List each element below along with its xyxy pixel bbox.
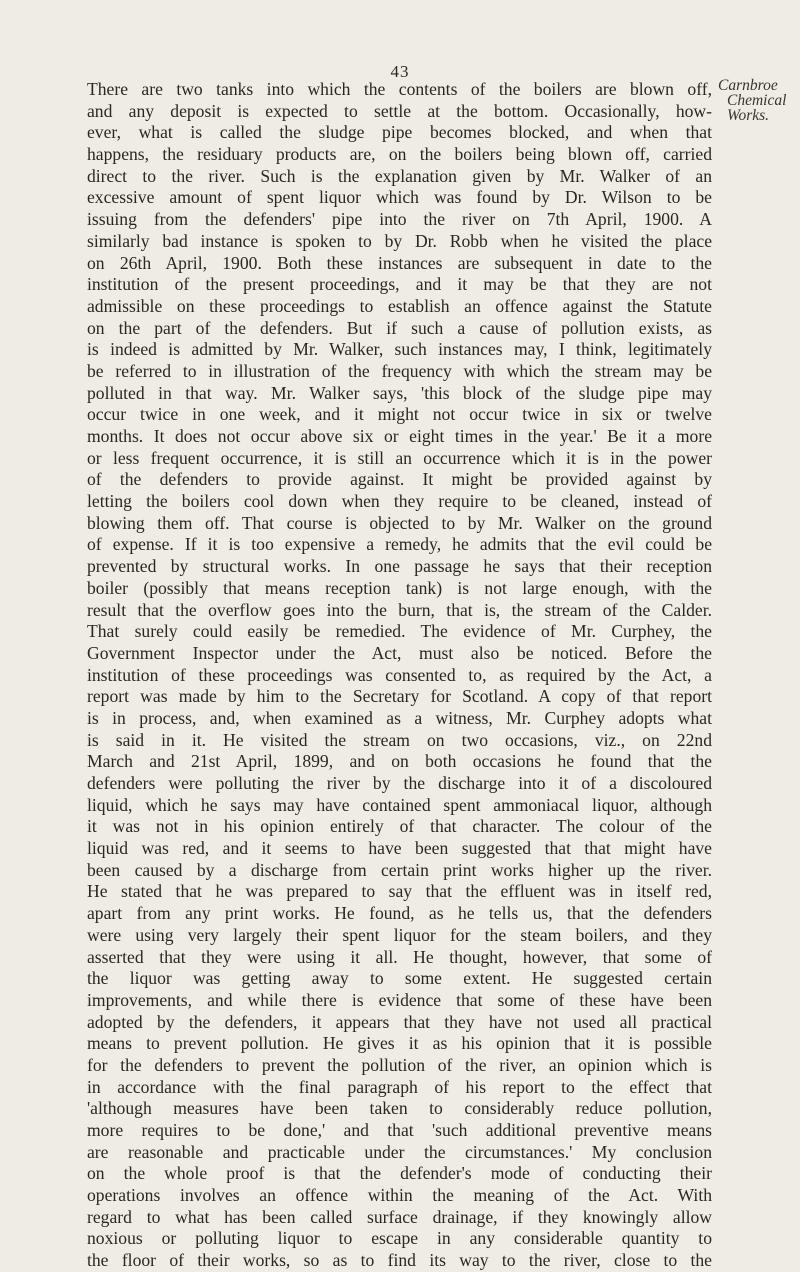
page-number: 43 — [390, 62, 410, 81]
margin-note — [718, 78, 798, 123]
text-line: polluted in that way. Mr. Walker says, 'this block of the sludge pipe may — [87, 382, 712, 403]
text-line: That surely could easily be remedied. The evidence of Mr. Curphey, the — [87, 621, 712, 642]
text-line: liquid was red, and it seems to have been suggested that that might have — [87, 838, 712, 859]
text-line: in accordance with the final paragraph of his report to the effect that — [87, 1076, 712, 1097]
text-line: similarly bad instance is spoken to by Dr. Robb when he visited the place — [87, 230, 712, 251]
text-line: is indeed is admitted by Mr. Walker, such instances may, I think, legitimately — [87, 339, 712, 360]
text-line: noxious or polluting liquor to escape in any considerable quantity to — [87, 1228, 712, 1249]
text-line: He stated that he was prepared to say that the effluent was in itself red, — [87, 881, 712, 902]
text-line: for the defenders to prevent the pollution of the river, an opinion which is — [87, 1054, 712, 1075]
text-line: There are two tanks into which the contents of the boilers are blown off, — [87, 79, 712, 99]
text-line: apart from any print works. He found, as he tells us, that the defenders — [87, 903, 712, 924]
text-line: or less frequent occurrence, it is still an occurrence which it is in the power — [87, 447, 712, 468]
text-line: been caused by a discharge from certain print works higher up the river. — [87, 859, 712, 880]
text-line: letting the boilers cool down when they require to be cleaned, instead of — [87, 491, 712, 512]
text-line: excessive amount of spent liquor which was found by Dr. Wilson to be — [87, 187, 712, 208]
text-line: regard to what has been called surface drainage, if they knowingly allow — [87, 1206, 712, 1227]
text-line: were using very largely their spent liquor for the steam boilers, and they — [87, 924, 712, 945]
text-line: are reasonable and practicable under the circumstances.' My conclusion — [87, 1141, 712, 1162]
text-line: on the whole proof is that the defender's mode of conducting their — [87, 1163, 712, 1184]
text-line: happens, the residuary products are, on the boilers being blown off, carried — [87, 144, 712, 165]
margin-note-line: Works. — [727, 107, 770, 124]
text-line: institution of these proceedings was consented to, as required by the Act, a — [87, 664, 712, 685]
text-line: improvements, and while there is evidence that some of these have been — [87, 989, 712, 1010]
text-line: institution of the present proceedings, and it may be that they are not — [87, 274, 712, 295]
text-line: of the defenders to provide against. It might be provided against by — [87, 469, 712, 490]
text-line: operations involves an offence within the meaning of the Act. With — [87, 1185, 712, 1206]
text-line: Government Inspector under the Act, must also be noticed. Before the — [87, 642, 712, 663]
text-line: occur twice in one week, and it might not occur twice in six or twelve — [87, 404, 712, 425]
text-line: liquid, which he says may have contained spent ammoniacal liquor, although — [87, 794, 712, 815]
text-line: prevented by structural works. In one passage he says that their reception — [87, 556, 712, 577]
text-line: is said in it. He visited the stream on two occasions, viz., on 22nd — [87, 729, 712, 750]
text-line: means to prevent pollution. He gives it as his opinion that it is possible — [87, 1033, 712, 1054]
text-line: blowing them off. That course is objected to by Mr. Walker on the ground — [87, 512, 712, 533]
text-line: 'although measures have been taken to considerably reduce pollution, — [87, 1098, 712, 1119]
text-line: it was not in his opinion entirely of that character. The colour of the — [87, 816, 712, 837]
text-line: issuing from the defenders' pipe into the river on 7th April, 1900. A — [87, 209, 712, 230]
text-line: on the part of the defenders. But if such a cause of pollution exists, as — [87, 317, 712, 338]
text-line: March and 21st April, 1899, and on both occasions he found that the — [87, 751, 712, 772]
margin-note-line: Carnbroe — [718, 77, 778, 94]
margin-note-line: Chemical — [727, 92, 787, 109]
text-line: the liquor was getting away to some extent. He suggested certain — [87, 968, 712, 989]
text-line: ever, what is called the sludge pipe becomes blocked, and when that — [87, 122, 712, 143]
text-line: is in process, and, when examined as a witness, Mr. Curphey adopts what — [87, 707, 712, 728]
text-line: adopted by the defenders, it appears that they have not used all practical — [87, 1011, 712, 1032]
text-line: result that the overflow goes into the burn, that is, the stream of the Calder. — [87, 599, 712, 620]
text-line: months. It does not occur above six or eight times in the year.' Be it a more — [87, 426, 712, 446]
text-line: on 26th April, 1900. Both these instances are subsequent in date to the — [87, 252, 712, 273]
text-line: direct to the river. Such is the explanation given by Mr. Walker of an — [87, 165, 712, 186]
text-line: asserted that they were using it all. He thought, however, that some of — [87, 946, 712, 967]
text-line: boiler (possibly that means reception tank) is not large enough, with the — [87, 577, 712, 598]
text-line: more requires to be done,' and that 'such additional preventive means — [87, 1120, 712, 1140]
text-line: be referred to in illustration of the frequency with which the stream may be — [87, 360, 712, 381]
text-line: admissible on these proceedings to establish an offence against the Statute — [87, 295, 712, 316]
body-text — [87, 79, 712, 1272]
text-line: defenders were polluting the river by the discharge into it of a discoloured — [87, 773, 712, 793]
text-line: and any deposit is expected to settle at the bottom. Occasionally, how- — [87, 100, 712, 121]
text-line: of expense. If it is too expensive a remedy, he admits that the evil could be — [87, 534, 712, 555]
text-line: the floor of their works, so as to find its way to the river, close to the — [87, 1250, 712, 1271]
text-line: report was made by him to the Secretary for Scotland. A copy of that report — [87, 686, 712, 707]
